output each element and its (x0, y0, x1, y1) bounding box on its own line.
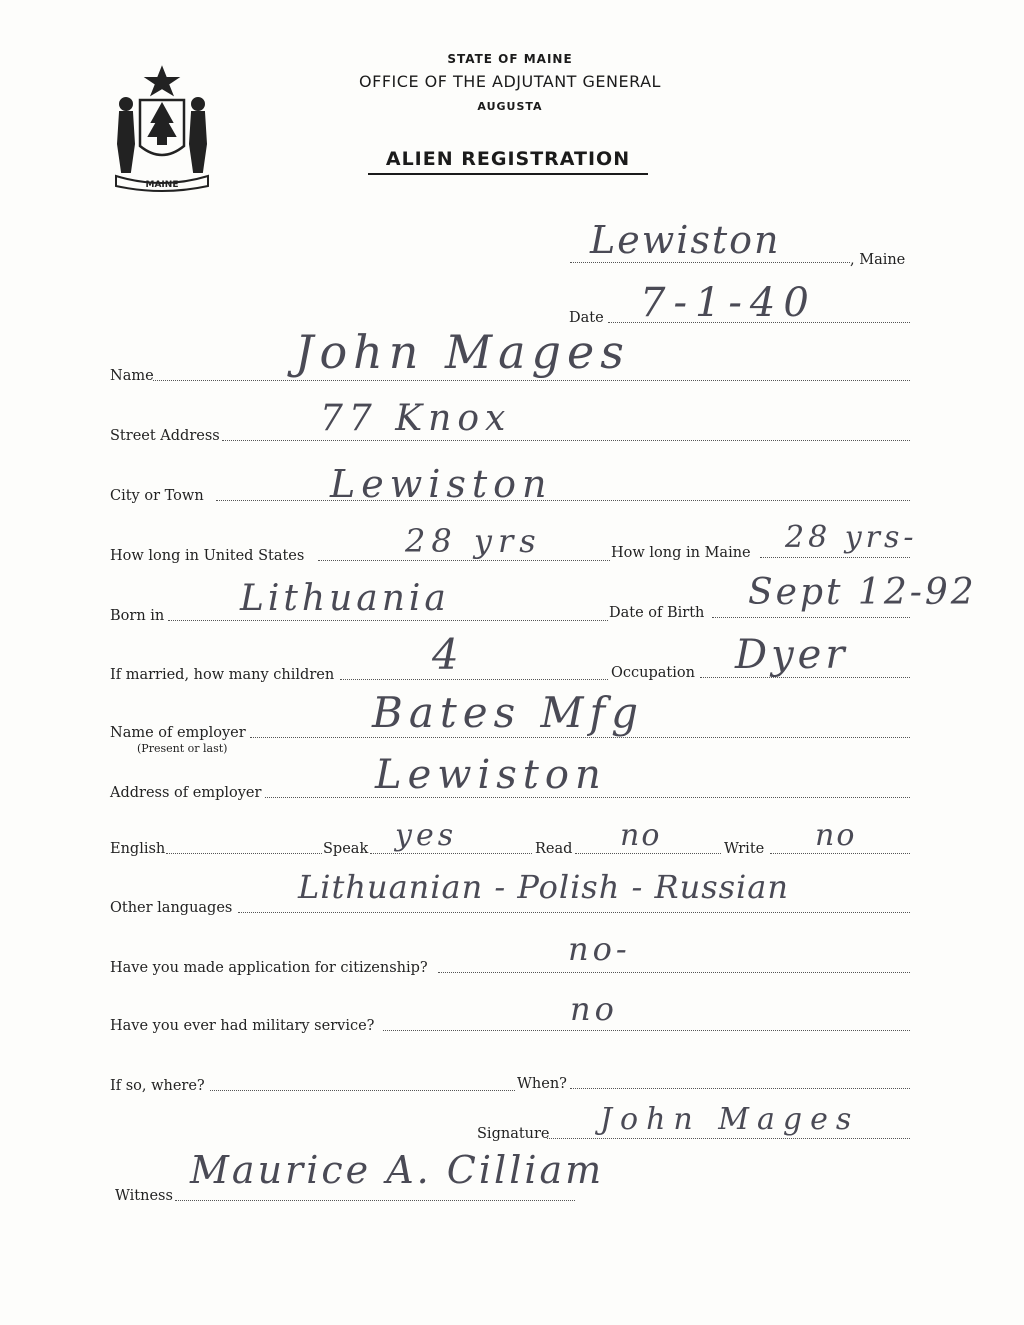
children-line (340, 679, 608, 680)
town-value[interactable]: Lewiston (590, 218, 781, 262)
maine-label: , Maine (850, 252, 906, 268)
name-label: Name (110, 368, 154, 384)
other-languages-value[interactable]: Lithuanian - Polish - Russian (298, 868, 789, 906)
street-value[interactable]: 77 Knox (320, 398, 512, 439)
occupation-value[interactable]: Dyer (735, 632, 849, 678)
how-long-us-value[interactable]: 28 yrs (405, 522, 542, 560)
employer-address-value[interactable]: Lewiston (375, 752, 607, 798)
signature-value[interactable]: John Mages (600, 1102, 860, 1137)
signature-label: Signature (477, 1126, 550, 1142)
occupation-label: Occupation (611, 665, 695, 681)
employer-address-label: Address of employer (110, 785, 262, 801)
born-in-value[interactable]: Lithuania (240, 578, 450, 619)
maine-state-seal-icon (106, 64, 218, 194)
date-of-birth-line (712, 617, 910, 618)
military-value[interactable]: no (570, 990, 618, 1028)
children-label: If married, how many children (110, 667, 335, 683)
how-long-us-line (318, 560, 610, 561)
write-label: Write (724, 841, 765, 857)
name-value[interactable]: John Mages (295, 325, 630, 379)
signature-line (547, 1138, 910, 1139)
employer-line (250, 737, 910, 738)
name-line (153, 380, 910, 381)
city-label: City or Town (110, 488, 204, 504)
english-line (166, 853, 322, 854)
when-line (570, 1088, 910, 1089)
street-line (222, 440, 910, 441)
read-label: Read (535, 841, 573, 857)
write-value[interactable]: no (815, 818, 857, 853)
witness-value[interactable]: Maurice A. Cilliam (190, 1148, 605, 1192)
write-line (770, 853, 910, 854)
military-label: Have you ever had military service? (110, 1018, 375, 1034)
english-label: English (110, 841, 166, 857)
employer-note: (Present or last) (137, 742, 228, 755)
date-of-birth-label: Date of Birth (609, 605, 705, 621)
date-label: Date (569, 310, 604, 326)
military-line (383, 1030, 910, 1031)
how-long-us-label: How long in United States (110, 548, 305, 564)
born-in-label: Born in (110, 608, 165, 624)
read-value[interactable]: no (620, 818, 662, 853)
how-long-maine-value[interactable]: 28 yrs- (785, 520, 918, 555)
read-line (575, 853, 721, 854)
other-languages-line (238, 912, 910, 913)
seal-label: MAINE (145, 180, 179, 190)
speak-label: Speak (323, 841, 369, 857)
if-so-where-line (210, 1090, 515, 1091)
witness-label: Witness (115, 1188, 173, 1204)
citizenship-value[interactable]: no- (568, 930, 631, 968)
citizenship-line (438, 972, 910, 973)
header-state: STATE OF MAINE (447, 52, 573, 66)
form-title: ALIEN REGISTRATION (368, 148, 648, 175)
city-line (216, 500, 910, 501)
header-office: OFFICE OF THE ADJUTANT GENERAL (359, 72, 661, 91)
header-city: AUGUSTA (477, 100, 543, 113)
if-so-where-label: If so, where? (110, 1078, 205, 1094)
when-label: When? (517, 1076, 567, 1092)
date-of-birth-value[interactable]: Sept 12-92 (748, 572, 977, 613)
employer-value[interactable]: Bates Mfg (372, 688, 644, 737)
born-in-line (168, 620, 608, 621)
other-languages-label: Other languages (110, 900, 233, 916)
citizenship-label: Have you made application for citizenship? (110, 960, 428, 976)
how-long-maine-line (760, 557, 910, 558)
speak-line (370, 853, 532, 854)
speak-value[interactable]: yes (395, 818, 458, 853)
city-value[interactable]: Lewiston (330, 462, 553, 506)
town-line (570, 262, 850, 263)
witness-line (175, 1200, 575, 1201)
date-value[interactable]: 7-1-40 (640, 280, 817, 326)
children-value[interactable]: 4 (432, 630, 461, 679)
street-label: Street Address (110, 428, 220, 444)
employer-label: Name of employer (110, 725, 246, 741)
how-long-maine-label: How long in Maine (611, 545, 751, 561)
